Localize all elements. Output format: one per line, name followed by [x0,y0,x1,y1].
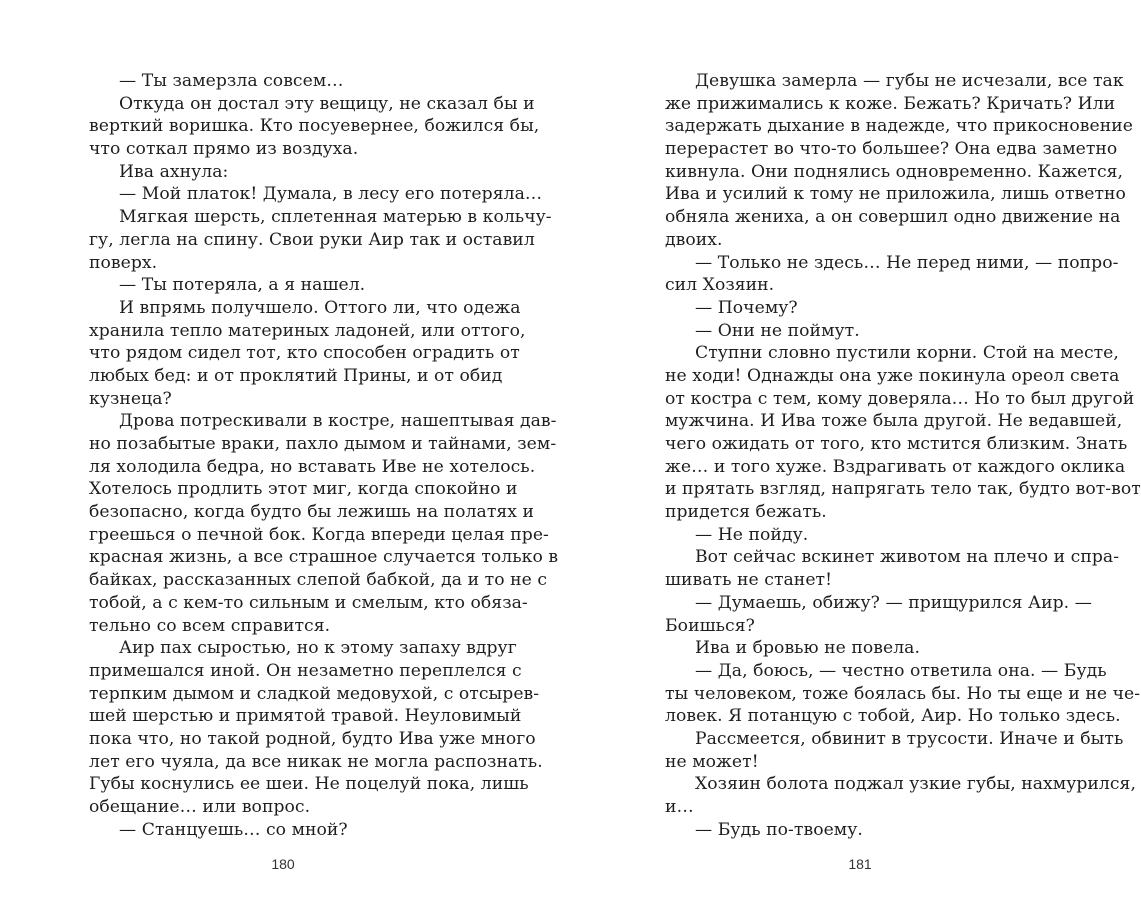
text-line: И впрямь получшело. Оттого ли, что одежа [119,297,521,318]
text-line: лет его чуяла, да все никак не могла распознать. [89,751,543,772]
text-line: кивнула. Они поднялись одновременно. Кажется, [665,161,1124,182]
text-line: тельно со всем справится. [89,615,331,636]
text-line: от костра с тем, кому доверяла… Но то был другой [665,388,1135,409]
text-line: Аир пах сыростью, но к этому запаху вдруг [119,638,517,659]
text-line: чего ожидать от того, кто мстится близким. Знать [665,434,1128,454]
text-line: тобой, а с кем-то сильным и смелым, кто обяза- [89,592,528,613]
text-line: но позабытые враки, пахло дымом и тайнами, зем- [89,434,557,454]
text-line: обещание… или вопрос. [89,797,311,817]
text-line: Хозяин болота поджал узкие губы, нахмурился, [695,774,1136,795]
text-line: ловек. Я потанцую с тобой, Аир. Но только здесь. [665,706,1121,727]
text-line: же… и того хуже. Вздрагивать от каждого оклика [665,456,1126,477]
text-line: Ива и усилий к тому не приложила, лишь ответно [665,184,1126,205]
text-line: — Будь по-твоему. [695,819,863,840]
text-line: перерастет во что-то большее? Она едва заметно [665,139,1118,160]
text-line: пока что, но такой родной, будто Ива уже много [89,728,536,749]
right-page-number: 181 [848,856,872,872]
text-line: — Они не поймут. [695,320,860,341]
text-line: греешься о печной бок. Когда впереди целая пре- [89,524,549,545]
text-line: верткий воришка. Кто посуевернее, божился бы, [89,116,540,137]
text-line: — Мой платок! Думала, в лесу его потеряла… [119,184,543,205]
text-line: — Только не здесь… Не перед ними, — попро- [695,252,1119,273]
text-line: шивать не станет! [665,570,833,591]
text-line: мужчина. И Ива тоже была другой. Не ведавшей, [665,411,1123,432]
text-line: — Думаешь, обижу? — прищурился Аир. — [695,592,1092,613]
text-line: ля холодила бедра, но вставать Иве не хотелось. [89,456,536,477]
text-line: двоих. [665,229,723,250]
text-line: Вот сейчас вскинет животом на плечо и спра- [695,547,1120,568]
text-line: безопасно, когда будто бы лежишь на полатях и [89,502,535,523]
text-line: Девушка замерла — губы не исчезали, все так [695,71,1124,91]
text-line: не ходи! Однажды она уже покинула ореол света [665,365,1120,386]
text-line: гу, легла на спину. Свои руки Аир так и оставил [89,229,535,250]
text-line: же прижимались к коже. Бежать? Кричать? Или [665,93,1116,114]
text-line: Губы коснулись ее шеи. Не поцелуй пока, лишь [89,774,529,795]
text-line: Хотелось продлить этот миг, когда спокойно и [89,479,518,500]
text-line: байках, рассказанных слепой бабкой, да и то не с [89,570,548,591]
text-line: что рядом сидел тот, кто способен оградить от [89,343,520,364]
text-line: ты человеком, тоже боялась бы. Но ты еще и не че- [665,683,1141,704]
text-line: не может! [665,751,759,772]
text-line: — Станцуешь… со мной? [119,819,348,840]
text-line: Дрова потрескивали в костре, нашептывая дав- [119,411,557,432]
text-line: Ива и бровью не повела. [695,638,920,659]
text-line: шей шерстью и примятой травой. Неуловимый [89,706,522,727]
text-line: Откуда он достал эту вещицу, не сказал бы и [119,93,535,114]
text-line: — Почему? [695,297,798,318]
text-line: терпким дымом и сладкой медовухой, с отсырев- [89,683,540,704]
right-page-text [665,70,1141,841]
text-line: и прятать взгляд, напрягать тело так, будто вот-вот [665,479,1141,500]
text-line: красная жизнь, а все страшное случается только в [89,547,559,568]
text-line: поверх. [89,252,158,273]
text-line: — Ты потеряла, а я нашел. [119,275,366,296]
text-line: любых бед: и от проклятий Прины, и от обид [89,365,503,386]
text-line: что соткал прямо из воздуха. [89,139,359,160]
text-line: кузнеца? [89,388,172,409]
text-line: — Ты замерзла совсем… [119,71,344,91]
text-line: Рассмеется, обвинит в трусости. Иначе и быть [695,728,1124,749]
text-line: придется бежать. [665,502,827,523]
text-line: обняла жениха, а он совершил одно движение на [665,207,1121,228]
text-line: Мягкая шерсть, сплетенная матерью в кольчу- [119,207,552,228]
text-line: и… [665,797,694,817]
left-page-number: 180 [271,856,295,872]
text-line: Ива ахнула: [119,161,229,182]
text-line: сил Хозяин. [665,275,775,296]
left-page-text [89,70,559,841]
text-line: примешался иной. Он незаметно переплелся с [89,660,522,681]
text-line: задержать дыхание в надежде, что прикосновение [665,116,1133,137]
text-line: Ступни словно пустили корни. Стой на месте, [695,343,1119,364]
text-line: хранила тепло материных ладоней, или оттого, [89,320,526,341]
text-line: — Не пойду. [695,524,809,545]
text-line: — Да, боюсь, — честно ответила она. — Будь [695,660,1107,681]
text-line: Боишься? [665,615,755,636]
